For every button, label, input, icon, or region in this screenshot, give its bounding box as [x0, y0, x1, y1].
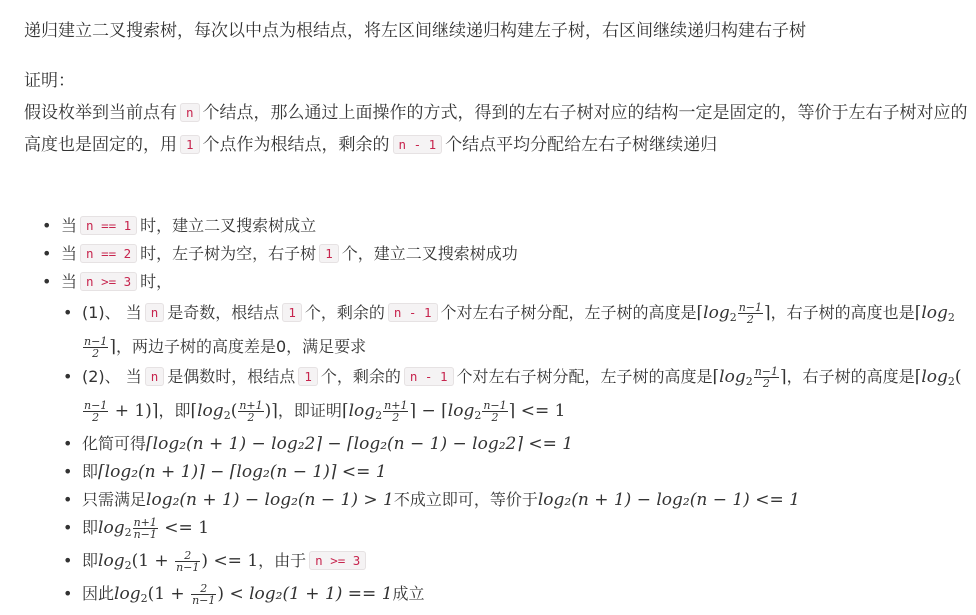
item-text: 时，左子树为空，右子树: [140, 244, 317, 263]
inline-code: n >= 3: [80, 272, 137, 291]
item-text: 当: [61, 244, 78, 263]
math-expr: $⌈\log_2$( $\frac{n-1}{2}$ + 1)⌉: [84, 367, 962, 424]
inline-code: n == 1: [80, 216, 137, 235]
list-item: [40, 268, 970, 613]
sub-text: 成立: [392, 584, 425, 603]
inline-code: 1: [282, 303, 302, 322]
math-expr: log₂(n + 1) − log₂(n − 1) > 1: [146, 490, 394, 510]
proof-text-1: 假设枚举到当前点有: [24, 103, 177, 123]
inline-code: n == 2: [80, 244, 137, 263]
inline-code: n: [145, 303, 165, 322]
inline-code: n - 1: [404, 367, 454, 386]
sub-text: 个对左右子树分配，左子树的高度是: [456, 367, 713, 386]
sub-item-that-is: [61, 458, 970, 486]
sub-text: ，由于: [258, 551, 307, 570]
math-expr: $\log_2$ $\frac{n+1}{n-1}$ <= 1: [98, 516, 210, 541]
sub-text: 是偶数时，根结点: [167, 367, 296, 386]
inline-code: n: [180, 103, 200, 122]
sub-text: (2)、 当: [82, 367, 142, 386]
proof-label: 证明：: [24, 71, 75, 91]
inline-code: n - 1: [388, 303, 438, 322]
sub-text: ，右子树的高度也是: [770, 303, 915, 322]
item-text: 时，: [140, 272, 173, 291]
sub-item-that-is-3: [61, 547, 970, 580]
item-text: 个，建立二叉搜索树成功: [341, 244, 518, 263]
math-expr: $⌈\log_2$ $\frac{n-1}{2}$ ⌉: [712, 365, 787, 390]
sub-text: 不成立即可，等价于: [393, 490, 538, 509]
sub-text: 是奇数，根结点: [167, 303, 280, 322]
case-list: [40, 212, 970, 613]
sub-text: (1)、 当: [82, 303, 142, 322]
sub-text: 即: [82, 462, 99, 481]
inline-code: 1: [319, 244, 339, 263]
intro-text: 递归建立二叉搜索树，每次以中点为根结点，将左区间继续递归构建左子树，右区间继续递归构建右子树: [24, 21, 806, 41]
math-expr: ⌈log₂(n + 1) − log₂2⌉ − ⌈log₂(n − 1) − log₂2⌉ <= 1: [146, 434, 574, 454]
sub-item-odd: [61, 298, 970, 362]
proof-text-3: 个点作为根结点，剩余的: [202, 135, 390, 155]
math-expr: $\log_2(1$ + $\frac{2}{n-1}$ ) <= 1: [98, 549, 259, 574]
item-text: 时，建立二叉搜索树成立: [140, 216, 317, 235]
sub-item-even: [61, 362, 970, 430]
sub-item-simplify: [61, 430, 970, 458]
item-text: 当: [61, 272, 78, 291]
sub-list: [61, 298, 970, 613]
item-text: 当: [61, 216, 78, 235]
math-expr: $\log_2(1$ + $\frac{2}{n-1}$ ) < log₂(1 + 1) == 1: [114, 582, 393, 607]
proof-paragraph: [24, 97, 968, 161]
math-expr: log₂(n + 1) − log₂(n − 1) <= 1: [537, 490, 800, 510]
sub-text: 只需满足: [82, 490, 147, 509]
sub-text: 化简可得: [82, 434, 147, 453]
sub-text: 个，剩余的: [304, 303, 385, 322]
proof-text-2: 个结点，那么通过上面操作的方式，得到的左右子树对应的结构一定是固定的，等价于左右子树对应的高度也是固定的，用: [24, 103, 968, 155]
sub-text: 即: [82, 551, 99, 570]
sub-text: 因此: [82, 584, 115, 603]
list-item: [40, 212, 970, 240]
inline-code: 1: [298, 367, 318, 386]
math-expr: ⌈log₂(n + 1)⌉ − ⌈log₂(n − 1)⌉ <= 1: [98, 462, 387, 482]
sub-item-that-is-2: [61, 514, 970, 547]
inline-code: n - 1: [393, 135, 443, 154]
math-expr: $⌈\log_2$ $\frac{n+1}{2}$ ⌉ − $⌈\log_2$ $\frac{n-1}{2}$ ⌉ <= 1: [341, 399, 566, 424]
math-expr: $⌈\log_2$ $\frac{n-1}{2}$ ⌉: [696, 301, 771, 326]
sub-text: 个，剩余的: [320, 367, 401, 386]
math-expr: $⌈\log_2$ $\frac{n-1}{2}$ ⌉: [84, 303, 955, 360]
inline-code: 1: [180, 135, 200, 154]
sub-text: 个对左右子树分配，左子树的高度是: [440, 303, 697, 322]
sub-item-only-need: [61, 486, 970, 514]
list-item: [40, 240, 970, 268]
sub-text: ，即: [158, 401, 191, 420]
sub-item-therefore: [61, 580, 970, 613]
sub-text: ，两边子树的高度差是0，满足要求: [115, 337, 367, 356]
sub-text: ，右子树的高度是: [786, 367, 915, 386]
math-expr: $⌈\log_2$( $\frac{n+1}{2}$ )⌉: [190, 399, 278, 424]
inline-code: n: [145, 367, 165, 386]
inline-code: n >= 3: [309, 551, 366, 570]
proof-text-4: 个结点平均分配给左右子树继续递归: [445, 135, 718, 155]
sub-text: ，即证明: [277, 401, 342, 420]
sub-text: 即: [82, 518, 99, 537]
